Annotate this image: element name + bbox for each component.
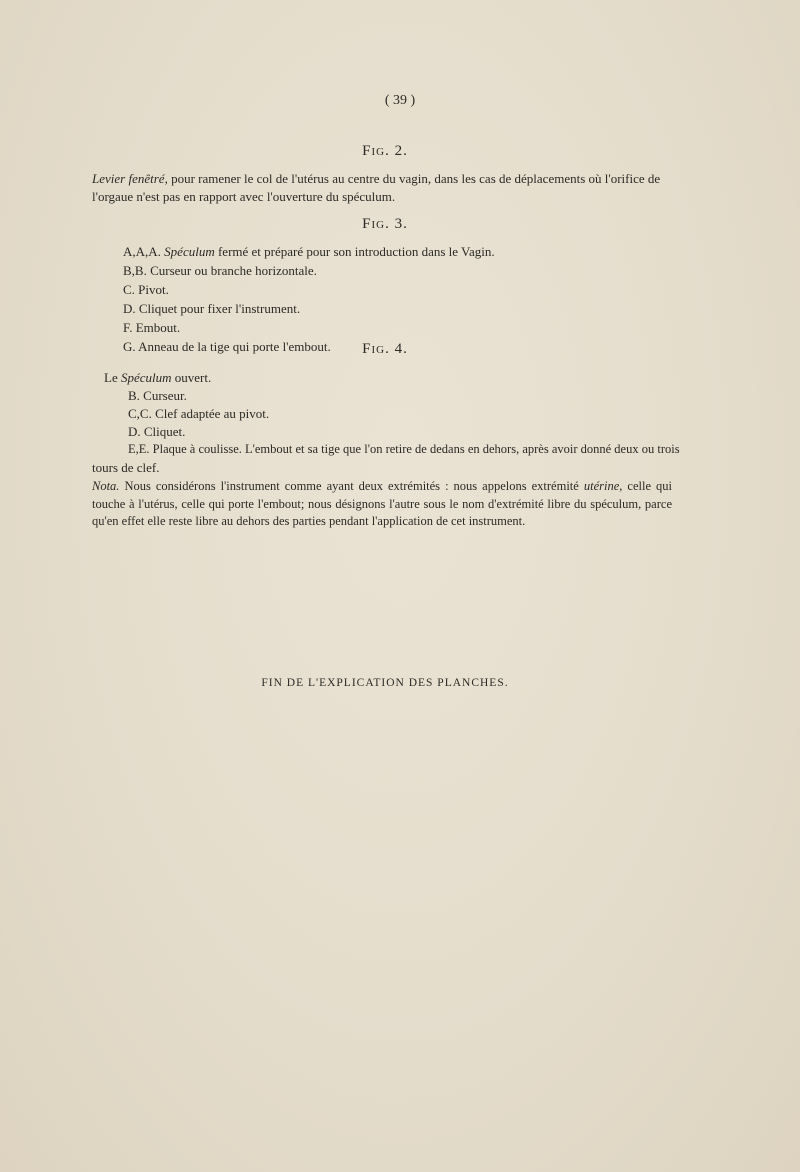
fig-4-intro <box>104 370 211 386</box>
fig-3-item-a-rest: fermé et préparé pour son introduction dans le Vagin. <box>217 244 495 259</box>
nota-label: Nota. <box>92 479 120 493</box>
fig-3-item-a <box>123 244 495 260</box>
fig-4-item-ee: E,E. Plaque à coulisse. L'embout et sa tige que l'on retire de dedans en dehors, après avoir donné deux ou trois <box>128 442 680 456</box>
nota-text-1: Nous considérons l'instrument comme ayant deux extrémités : nous appelons extrémité <box>124 479 579 493</box>
fig-4-item: D. Cliquet. <box>128 424 186 439</box>
fig-4-item: B. Curseur. <box>128 388 187 403</box>
fig-2-text: , pour ramener le col de l'utérus au centre du vagin, dans les cas de déplacements où l'orifice de l'orgaue n'est pas en rapport avec l'ouverture du spéculum. <box>92 171 661 204</box>
fig-3-item: F. Embout. <box>123 320 181 335</box>
fig-4-intro-prefix: Le <box>104 370 118 385</box>
fig-3-item: C. Pivot. <box>123 282 169 297</box>
fig-2-heading: Fig. 2. <box>362 143 408 159</box>
fig-3-item-a-term: Spéculum <box>164 244 215 259</box>
fig-3-heading: Fig. 3. <box>362 216 408 232</box>
fig-3-item: G. Anneau de la tige qui porte l'embout. <box>123 339 331 354</box>
fig-4-intro-term: Spéculum <box>120 370 172 385</box>
nota-text <box>92 460 672 531</box>
page-number: ( 39 ) <box>384 93 416 108</box>
fig-4-item: C,C. Clef adaptée au pivot. <box>128 406 270 421</box>
fig-4-item-ee-continued: tours de clef. <box>92 460 160 475</box>
fig-4-intro-rest: ouvert. <box>174 370 212 385</box>
closing-line: FIN DE L'EXPLICATION DES PLANCHES. <box>261 677 509 689</box>
fig-3-item: B,B. Curseur ou branche horizontale. <box>123 263 317 278</box>
fig-3-item-a-prefix: A,A,A. <box>123 244 161 259</box>
fig-4-heading: Fig. 4. <box>362 341 408 357</box>
nota-text-2: , celle qui touche à l'utérus, celle qui porte l'embout; nous désignons l'autre sous le nom d'extrémité libre du spéculum, parce qu'en effet elle reste libre au dehors des parties pendant l'application de cet instrument. <box>92 479 672 528</box>
nota-term: utérine <box>583 479 620 493</box>
fig-2-paragraph <box>92 170 672 206</box>
fig-3-item: D. Cliquet pour fixer l'instrument. <box>123 301 301 316</box>
fig-2-term: Levier fenêtré <box>92 171 165 186</box>
